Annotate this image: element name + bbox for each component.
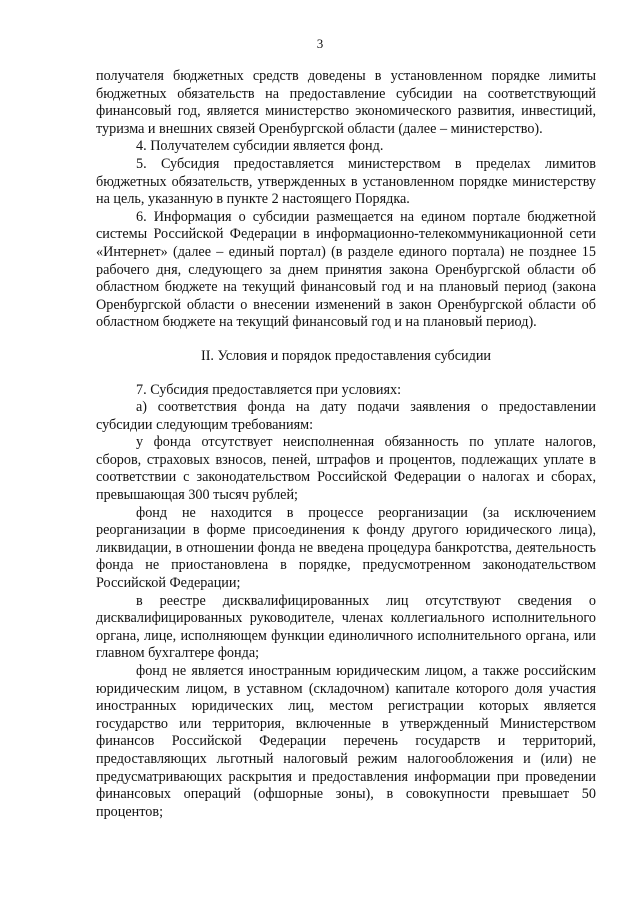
paragraph-subitem-a: а) соответствия фонда на дату подачи заявления о предоставлении субсидии следующим требованиям: xyxy=(96,399,596,433)
page-number: 3 xyxy=(316,36,324,51)
paragraph-item-4: 4. Получателем субсидии является фонд. xyxy=(136,138,384,155)
paragraph-requirement-foreign: фонд не является иностранным юридическим лицом, а также российским юридическим лицом, в уставном (складочном) капитале которого доля участия иностранных юридических лиц, местом регистрации которых является государство или территория, включенные в утвержденный Министерством финансов Российской Федерации перечень государств и территорий, предоставляющих льготный налоговый режим налогообложения и (или) не предусматривающих раскрытия и предоставления информации при проведении финансовых операций (офшорные зоны), в совокупности превышает 50 процентов; xyxy=(96,663,596,820)
section-heading: II. Условия и порядок предоставления субсидии xyxy=(200,347,492,364)
paragraph-requirement-taxes: у фонда отсутствует неисполненная обязанность по уплате налогов, сборов, страховых взносов, пеней, штрафов и процентов, подлежащих уплате в соответствии с законодательством Российской Федерации о налогах и сборах, превышающая 300 тысяч рублей; xyxy=(96,434,596,504)
paragraph-requirement-reorganization: фонд не находится в процессе реорганизации (за исключением реорганизации в форме присоединения к фонду другого юридического лица), ликвидации, в отношении фонда не введена процедура банкротства, деятельность фонда не приостановлена в порядке, предусмотренном законодательством Российской Федерации; xyxy=(96,504,596,592)
paragraph-continuation: получателя бюджетных средств доведены в установленном порядке лимиты бюджетных обязательств на предоставление субсидии на соответствующий финансовый год, является министерство экономического развития, инвестиций, туризма и внешних связей Оренбургской области (далее – министерство). xyxy=(96,68,596,137)
paragraph-item-5: 5. Субсидия предоставляется министерством в пределах лимитов бюджетных обязательств, утвержденных в установленном порядке министерству на цель, указанную в пункте 2 настоящего Порядка. xyxy=(96,155,596,208)
paragraph-item-6: 6. Информация о субсидии размещается на едином портале бюджетной системы Российской Федерации в информационно-телекоммуникационной сети «Интернет» (далее – единый портал) (в разделе единого портала) не позднее 15 рабочего дня, следующего за днем принятия закона Оренбургской области об областном бюджете на текущий финансовый год и на плановый период (закона Оренбургской области о внесении изменений в закон Оренбургской области об областном бюджете на текущий финансовый год и на плановый период). xyxy=(96,208,596,331)
document-body xyxy=(96,68,596,821)
paragraph-requirement-disqualified: в реестре дисквалифицированных лиц отсутствуют сведения о дисквалифицированных руководителе, членах коллегиального исполнительного органа, лице, исполняющем функции единоличного исполнительного органа, или главном бухгалтере фонда; xyxy=(96,592,596,662)
paragraph-item-7: 7. Субсидия предоставляется при условиях: xyxy=(136,381,402,398)
